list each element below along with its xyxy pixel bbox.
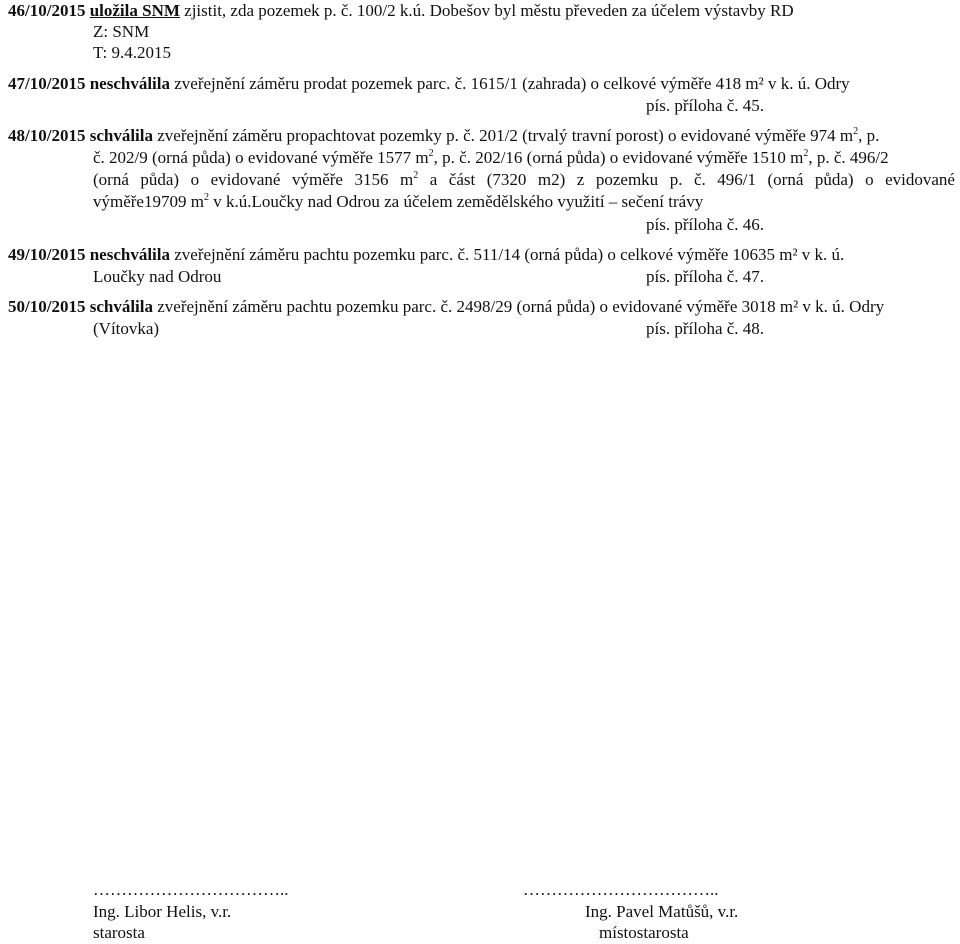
resolution-text: zveřejnění záměru prodat pozemek parc. č. 1615/1 (zahrada) o celkové výměře 418 m² v k. ú. Odry xyxy=(170,74,850,93)
resolution-text: (orná půda) o evidované výměře 3156 m xyxy=(93,170,414,189)
resolution-number: 50/10/2015 xyxy=(8,297,86,316)
signatory-role: starosta xyxy=(93,923,145,942)
attachment-reference: pís. příloha č. 47. xyxy=(646,267,765,286)
resolution-number: 47/10/2015 xyxy=(8,74,86,93)
resolution-48-line-2 xyxy=(93,147,889,169)
resolution-location: (Vítovka) xyxy=(93,319,160,338)
resolution-verb: neschválila xyxy=(89,245,170,264)
resolution-48-line-1 xyxy=(8,125,879,147)
superscript: 2 xyxy=(803,148,809,159)
resolution-48-line-4 xyxy=(93,191,703,213)
resolution-text: výměře19709 m xyxy=(93,192,204,211)
attachment-reference: pís. příloha č. 46. xyxy=(646,215,765,234)
resolution-50-line-1 xyxy=(8,296,884,318)
resolution-verb: schválila xyxy=(89,297,153,316)
signatory-role: místostarosta xyxy=(599,923,689,942)
resolution-deadline: T: 9.4.2015 xyxy=(93,43,172,62)
resolution-text: , p. č. 496/2 xyxy=(808,148,889,167)
resolution-responsible: Z: SNM xyxy=(93,22,150,41)
resolution-49-line-1 xyxy=(8,244,844,266)
superscript: 2 xyxy=(853,126,859,137)
resolution-text: v k.ú.Loučky nad Odrou za účelem zemědělského využití – sečení trávy xyxy=(208,192,704,211)
resolution-47-line-1 xyxy=(8,73,850,95)
resolution-number: 49/10/2015 xyxy=(8,245,86,264)
signature-line: …………………………….. xyxy=(93,880,289,899)
resolution-text: zveřejnění záměru propachtovat pozemky p. č. 201/2 (trvalý travní porost) o evidované výměře 974 m xyxy=(153,126,854,145)
signature-line: …………………………….. xyxy=(523,880,719,899)
resolution-text: , p. xyxy=(858,126,880,145)
attachment-reference: pís. příloha č. 48. xyxy=(646,319,765,338)
resolution-number: 46/10/2015 xyxy=(8,1,86,20)
resolution-text: č. 202/9 (orná půda) o evidované výměře 1577 m xyxy=(93,148,429,167)
signatory-name: Ing. Pavel Matůšů, v.r. xyxy=(585,902,739,921)
resolution-location: Loučky nad Odrou xyxy=(93,267,222,286)
resolution-verb: uložila SNM xyxy=(89,1,180,20)
resolution-number: 48/10/2015 xyxy=(8,126,86,145)
resolution-text: , p. č. 202/16 (orná půda) o evidované výměře 1510 m xyxy=(433,148,804,167)
resolution-text: zveřejnění záměru pachtu pozemku parc. č. 2498/29 (orná půda) o evidované výměře 3018 m² v k. ú. Odry xyxy=(153,297,885,316)
superscript: 2 xyxy=(203,192,209,203)
resolution-text: zjistit, zda pozemek p. č. 100/2 k.ú. Dobešov byl městu převeden za účelem výstavby RD xyxy=(179,1,794,20)
resolution-text: a část (7320 m2) z pozemku p. č. 496/1 (orná půda) o evidované xyxy=(418,170,955,189)
attachment-reference: pís. příloha č. 45. xyxy=(646,96,765,115)
resolution-verb: schválila xyxy=(89,126,153,145)
resolution-48-line-3 xyxy=(93,169,955,191)
resolution-text: zveřejnění záměru pachtu pozemku parc. č. 511/14 (orná půda) o celkové výměře 10635 m² v k. ú. xyxy=(170,245,845,264)
superscript: 2 xyxy=(413,170,419,181)
superscript: 2 xyxy=(428,148,434,159)
resolution-46-line-1 xyxy=(8,0,794,22)
signatory-name: Ing. Libor Helis, v.r. xyxy=(93,902,232,921)
resolution-verb: neschválila xyxy=(89,74,170,93)
